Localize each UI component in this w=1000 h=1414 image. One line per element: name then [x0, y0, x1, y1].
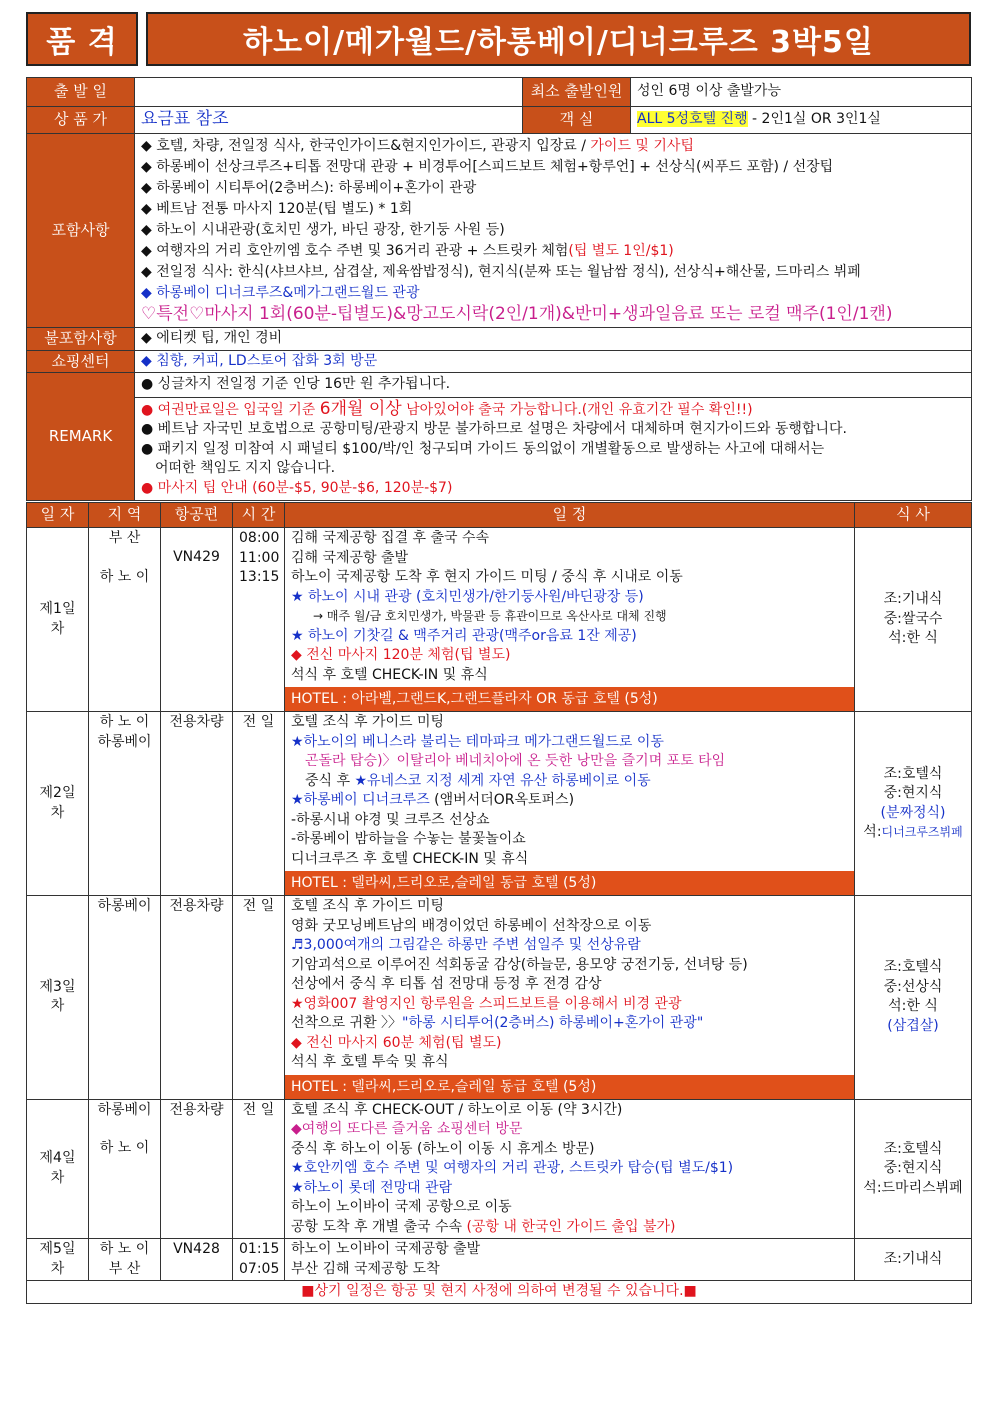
- time: 전 일: [233, 1099, 285, 1239]
- table-row: [27, 1239, 972, 1281]
- region: 부 산 하 노 이: [89, 528, 161, 712]
- meal: 조:기내식 중:쌀국수 석:한 식: [855, 528, 972, 712]
- flight: VN428: [161, 1239, 233, 1281]
- table-row: [27, 528, 972, 712]
- schedule: 호텔 조식 후 가이드 미팅 ★하노이의 베니스라 불리는 테마파크 메가그랜드월드로 이동 곤돌라 탑승)〉이탈리아 베네치아에 온 듯한 낭만을 즐기며 포토 타임 중식 후 ★유네스코 지정 세계 자연 유산 하롱베이로 이동 ★하롱베이 디너크루즈 (앰버서더OR옥토퍼스) -하롱시내 야경 및 크루즈 선상쇼 -하롱베이 밤하늘을 수놓는 불꽃놀이쇼 디너크루즈 후 호텔 CHECK-IN 및 휴식 HOTEL : 델라씨,드리오로,슬레일 동급 호텔 (5성): [285, 712, 855, 896]
- include-line: ◆ 하롱베이 선상크루즈+티톱 전망대 관광 + 비경투어[스피드보트 체험+항루언] + 선상식(씨푸드 포함) / 선장팁: [141, 159, 834, 175]
- include-line: ◆ 여행자의 거리 호안끼엠 호수 주변 및 36거리 관광 + 스트릿카 체험(팁 별도 1인/$1): [141, 243, 674, 259]
- time: 08:00 11:00 13:15: [233, 528, 285, 712]
- table-row: [27, 896, 972, 1100]
- time: 01:15 07:05: [233, 1239, 285, 1281]
- schedule: 하노이 노이바이 국제공항 출발 부산 김해 국제공항 도착: [285, 1239, 855, 1281]
- details-table: [26, 133, 972, 501]
- hotel-bar: HOTEL : 델라씨,드리오로,슬레일 동급 호텔 (5성): [285, 871, 854, 895]
- table-row: [27, 712, 972, 896]
- table-row: [27, 1099, 972, 1239]
- price-value: 요금표 참조: [135, 107, 523, 134]
- hotel-bar: HOTEL : 아라벨,그랜드K,그랜드플라자 OR 동급 호텔 (5성): [285, 687, 854, 711]
- meal: 조:호텔식 중:선상식 석:한 식 (삼겹살): [855, 896, 972, 1100]
- include-line: ◆ 하롱베이 디너크루즈&메가그랜드월드 관광: [141, 285, 420, 301]
- footer-note: ■상기 일정은 항공 및 현지 사정에 의하여 변경될 수 있습니다.■: [27, 1281, 972, 1304]
- include-line: ◆ 전일정 식사: 한식(샤브샤브, 삼겹살, 제육쌈밥정식), 현지식(분짜 또는 월남쌈 정식), 선상식+해산물, 드마리스 뷔페: [141, 264, 861, 280]
- depart-label: 출 발 일: [27, 78, 135, 107]
- special-benefit: ♡특전♡마사지 1회(60분-팁별도)&망고도시락(2인/1개)&반미+생과일음료 또는 로컬 맥주(1인/1캔): [141, 304, 893, 324]
- region: 하롱베이: [89, 896, 161, 1100]
- region: 하 노 이 하롱베이: [89, 712, 161, 896]
- depart-value: [135, 78, 523, 107]
- include-line: ◆ 호텔, 차량, 전일정 식사, 한국인가이드&현지인가이드, 관광지 입장료 / 가이드 및 기사팁: [141, 138, 694, 154]
- day-label: 제1일차: [27, 528, 89, 712]
- schedule: 김해 국제공항 집결 후 출국 수속 김해 국제공항 출발 하노이 국제공항 도착 후 현지 가이드 미팅 / 중식 후 시내로 이동 ★ 하노이 시내 관광 (호치민생가/한기둥사원/바딘광장 등) → 매주 월/금 호치민생가, 박물관 등 휴관이므로 옥산사로 대체 진행 ★ 하노이 기찻길 & 맥주거리 관광(맥주or음료 1잔 제공) ◆ 전신 마사지 120분 체험(팁 별도) 석식 후 호텔 CHECK-IN 및 휴식 HOTEL : 아라벨,그랜드K,그랜드플라자 OR 동급 호텔 (5성): [285, 528, 855, 712]
- remark-line: ● 베트남 자국민 보호법으로 공항미팅/관광지 방문 불가하므로 설명은 차량에서 대체하며 현지가이드와 동행합니다.: [141, 421, 847, 437]
- min-value: 성인 6명 이상 출발가능: [631, 78, 972, 107]
- meal: 조:호텔식 중:현지식 석:드마리스뷔페: [855, 1099, 972, 1239]
- price-label: 상 품 가: [27, 107, 135, 134]
- day-label: 제4일차: [27, 1099, 89, 1239]
- remark-line: ● 싱글차지 전일정 기준 인당 16만 원 추가됩니다.: [135, 373, 971, 398]
- col-time: 시 간: [233, 503, 285, 528]
- min-label: 최소 출발인원: [523, 78, 631, 107]
- flight: 전용차량: [161, 712, 233, 896]
- col-schedule: 일 정: [285, 503, 855, 528]
- region: 하 노 이 부 산: [89, 1239, 161, 1281]
- remark-label: REMARK: [27, 373, 135, 501]
- col-meal: 식 사: [855, 503, 972, 528]
- include-list: [135, 134, 972, 328]
- meal: 조:호텔식 중:현지식 (분짜정식) 석:디너크루즈뷔페: [855, 712, 972, 896]
- remark-line: 어떠한 책임도 지지 않습니다.: [155, 460, 336, 476]
- schedule: 호텔 조식 후 가이드 미팅 영화 굿모닝베트남의 배경이었던 하롱베이 선착장으로 이동 ♬3,000여개의 그림같은 하롱만 주변 섬일주 및 선상유람 기암괴석으로 이루어진 석회동굴 감상(하늘문, 용모양 궁전기둥, 선녀탕 등) 선상에서 중식 후 티톱 섬 전망대 등정 후 전경 감상 ★영화007 촬영지인 항루원을 스피드보트를 이용해서 비경 관광 선착으로 귀환 〉〉"하롱 시티투어(2층버스) 하롱베이+혼가이 관광" ◆ 전신 마사지 60분 체험(팁 별도) 석식 후 호텔 투숙 및 휴식 HOTEL : 델라씨,드리오로,슬레일 동급 호텔 (5성): [285, 896, 855, 1100]
- include-line: ◆ 하노이 시내관광(호치민 생가, 바딘 광장, 한기둥 사원 등): [141, 222, 505, 238]
- flight: VN429: [161, 528, 233, 712]
- grade-label: 품 격: [26, 12, 138, 66]
- flight: 전용차량: [161, 1099, 233, 1239]
- shopping-text: ◆ 침향, 커피, LD스토어 잡화 3회 방문: [135, 350, 972, 373]
- region: 하롱베이 하 노 이: [89, 1099, 161, 1239]
- room-rest: - 2인1실 OR 3인1실: [747, 111, 881, 128]
- meal: 조:기내식: [855, 1239, 972, 1281]
- include-line: ◆ 베트남 전통 마사지 120분(팁 별도) * 1회: [141, 201, 413, 217]
- info-table: [26, 77, 972, 134]
- room-highlight: ALL 5성호텔 진행: [637, 111, 748, 128]
- day-label: 제3일차: [27, 896, 89, 1100]
- exclude-text: ◆ 에티켓 팁, 개인 경비: [135, 328, 972, 351]
- day-label: 제2일차: [27, 712, 89, 896]
- col-region: 지 역: [89, 503, 161, 528]
- hotel-bar: HOTEL : 델라씨,드리오로,슬레일 동급 호텔 (5성): [285, 1075, 854, 1099]
- exclude-label: 불포함사항: [27, 328, 135, 351]
- col-flight: 항공편: [161, 503, 233, 528]
- include-label: 포함사항: [27, 134, 135, 328]
- remark-line: ● 여권만료일은 입국일 기준 6개월 이상 남아있어야 출국 가능합니다.(개인 유효기간 필수 확인!!): [141, 398, 753, 419]
- include-line: ◆ 하롱베이 시티투어(2층버스): 하롱베이+혼가이 관광: [141, 180, 477, 196]
- shopping-label: 쇼핑센터: [27, 350, 135, 373]
- itinerary-table: [26, 502, 972, 1304]
- col-day: 일 자: [27, 503, 89, 528]
- page-title: 하노이/메가월드/하롱베이/디너크루즈 3박5일: [146, 12, 971, 66]
- remark-line: ● 패키지 일정 미참여 시 패널티 $100/박/인 청구되며 가이드 동의없이 개별활동으로 발생하는 사고에 대해서는: [141, 440, 825, 457]
- time: 전 일: [233, 712, 285, 896]
- schedule: 호텔 조식 후 CHECK-OUT / 하노이로 이동 (약 3시간) ◆여행의 또다른 즐거움 쇼핑센터 방문 중식 후 하노이 이동 (하노이 이동 시 휴게소 방문) ★호안끼엠 호수 주변 및 여행자의 거리 관광, 스트릿카 탑승(팁 별도/$1) ★하노이 롯데 전망대 관람 하노이 노이바이 국제 공항으로 이동 공항 도착 후 개별 출국 수속 (공항 내 한국인 가이드 출입 불가): [285, 1099, 855, 1239]
- flight: 전용차량: [161, 896, 233, 1100]
- room-value: [631, 107, 972, 134]
- remark-list: [135, 373, 972, 501]
- day-label: 제5일차: [27, 1239, 89, 1281]
- remark-line: ● 마사지 팁 안내 (60분-$5, 90분-$6, 120분-$7): [141, 479, 453, 496]
- room-label: 객 실: [523, 107, 631, 134]
- time: 전 일: [233, 896, 285, 1100]
